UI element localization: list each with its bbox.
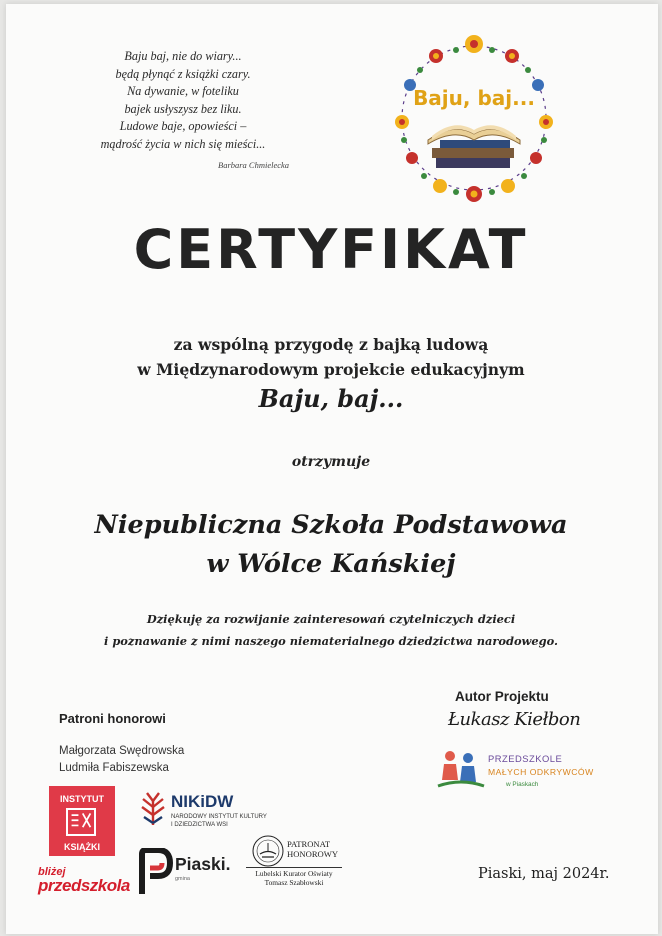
- nikidw-name: NIKiDW: [171, 792, 234, 811]
- blizej-line1: bliżej: [38, 866, 66, 878]
- instytut-ksiazki-logo: [49, 786, 115, 856]
- certificate-date: Piaski, maj 2024r.: [478, 866, 610, 882]
- instytut-line2: KSIĄŻKI: [64, 842, 100, 852]
- kurator-seal-icon: [250, 834, 286, 868]
- kindergarten-location: w Piaskach: [506, 781, 539, 788]
- patrons-heading: Patroni honorowi: [59, 711, 166, 726]
- poem-line: bajek usłyszysz bez liku.: [124, 101, 242, 116]
- poem-line: Ludowe baje, opowieści –: [119, 119, 247, 134]
- poem-line: Baju baj, nie do wiary...: [124, 49, 242, 63]
- poem-line: będą płynąć z książki czary.: [115, 66, 251, 81]
- author-signature: Łukasz Kiełbon: [448, 709, 581, 730]
- wreath-ring: [402, 46, 546, 190]
- thanks-line-2: i poznawanie z nimi naszego niematerialnego dziedzictwa narodowego.: [104, 634, 558, 648]
- nikidw-sub-line: NARODOWY INSTYTUT KULTURY: [171, 814, 267, 820]
- patron-name: Ludmiła Fabiszewska: [59, 762, 169, 774]
- intro-line-2: w Międzynarodowym projekcie edukacyjnym: [137, 360, 525, 379]
- kurator-caption: [246, 867, 342, 887]
- certificate-title: CERTYFIKAT: [133, 218, 529, 281]
- blizej-przedszkola-logo: [38, 866, 130, 895]
- nikidw-leaf-icon: [138, 787, 168, 827]
- thanks-line-1: Dziękuję za rozwijanie zainteresowań czytelniczych dzieci: [146, 612, 516, 626]
- kindergarten-name-1: PRZEDSZKOLE: [488, 753, 563, 764]
- patronat-line: HONOROWY: [287, 849, 339, 859]
- folk-wreath-book-logo: [384, 30, 564, 206]
- project-logo-text: Baju, baj...: [413, 86, 535, 110]
- intro-line-1: za wspólną przygodę z bajką ludową: [173, 335, 489, 354]
- instytut-line1: INSTYTUT: [60, 794, 104, 804]
- receives-label: otrzymuje: [291, 454, 371, 470]
- kurator-line: Lubelski Kurator Oświaty: [255, 869, 333, 878]
- blizej-line2: przedszkola: [38, 876, 130, 895]
- kindergarten-name-2: MAŁYCH ODKRYWCÓW: [488, 767, 594, 777]
- kurator-line: Tomasz Szabłowski: [264, 878, 324, 887]
- book-stack-icon: [428, 125, 520, 168]
- poem-author: Barbara Chmielecka: [218, 160, 290, 170]
- patronat-honorowy: [287, 839, 338, 859]
- project-name: Baju, baj...: [258, 384, 404, 413]
- nikidw-sub-line: I DZIEDZICTWA WSI: [171, 821, 228, 828]
- nikidw-subtitle: [171, 814, 267, 829]
- patron-name: Małgorzata Swędrowska: [59, 745, 185, 757]
- author-heading: Autor Projektu: [455, 689, 549, 704]
- piaski-p-icon: [136, 848, 174, 896]
- recipient-line-1: Niepubliczna Szkoła Podstawowa: [94, 510, 568, 540]
- piaski-name: Piaski.: [175, 854, 231, 874]
- piaski-subtitle: gmina: [175, 876, 190, 882]
- recipient-line-2: w Wólce Kańskiej: [206, 549, 456, 579]
- wreath-flowers: [395, 35, 553, 202]
- patronat-line: PATRONAT: [287, 839, 331, 849]
- children-icon: [436, 748, 486, 790]
- poem: [56, 48, 310, 154]
- patron-names: [59, 743, 184, 777]
- poem-line: mądrość życia w nich się mieści...: [100, 136, 266, 151]
- poem-line: Na dywanie, w foteliku: [127, 84, 239, 99]
- book-x-icon: [66, 808, 96, 836]
